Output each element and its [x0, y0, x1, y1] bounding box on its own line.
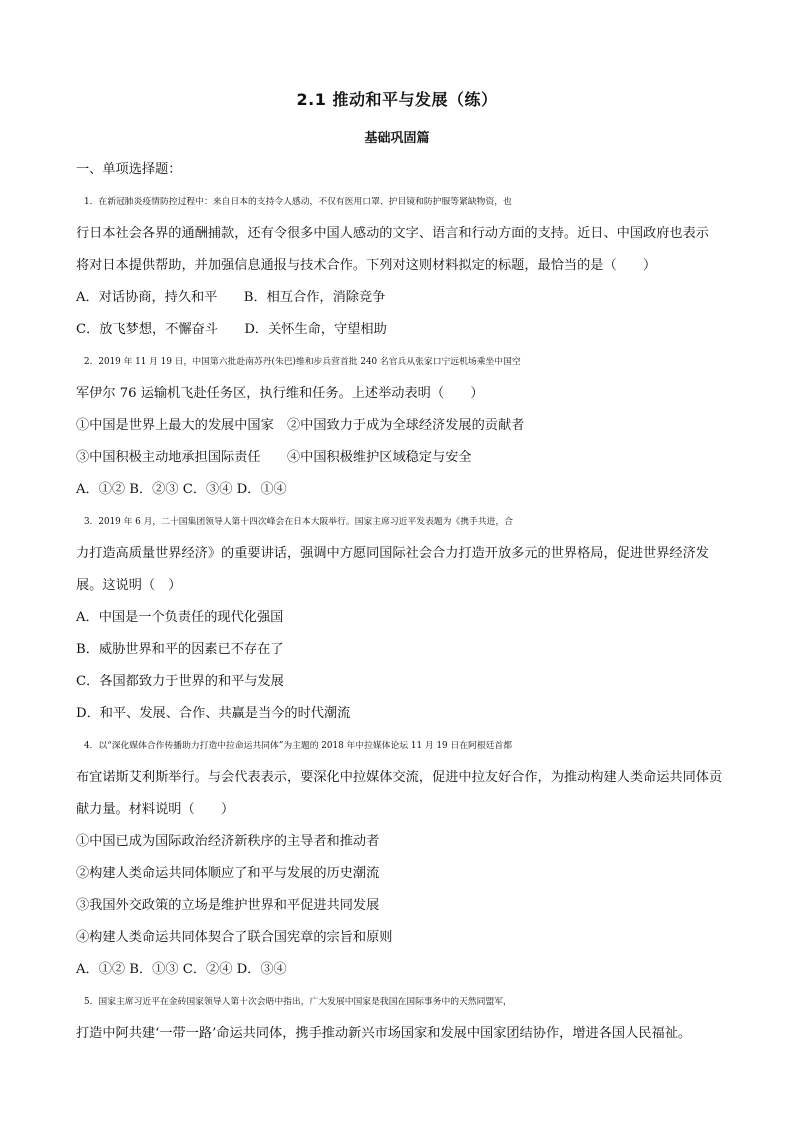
section-heading: 一、单项选择题：	[76, 162, 182, 177]
question-1-options-cd: C．放飞梦想，不懈奋斗 D．关怀生命，守望相助	[76, 322, 387, 337]
question-4-statement-1: ①中国已成为国际政治经济新秩序的主导者和推动者	[76, 834, 380, 849]
question-4-statement-2: ②构建人类命运共同体顺应了和平与发展的历史潮流	[76, 866, 380, 881]
question-4-line-1: 4．以“深化媒体合作传播助力打造中拉命运共同体”为主题的 2018 年中拉媒体论坛 11 月 19 日在阿根廷首都	[84, 741, 513, 751]
question-3-line-3: 展。这说明（ ）	[76, 578, 182, 593]
question-2-statements-12: ①中国是世界上最大的发展中国家 ②中国致力于成为全球经济发展的贡献者	[76, 418, 525, 433]
question-2-options: A．①② B．②③ C．③④ D．①④	[76, 482, 287, 497]
question-1-line-3: 将对日本提供帮助，并加强信息通报与技术合作。下列对这则材料拟定的标题，最恰当的是（ ）	[76, 258, 657, 273]
question-3-option-c: C．各国都致力于世界的和平与发展	[76, 674, 284, 689]
question-2-line-2: 军伊尔 76 运输机飞赴任务区，执行维和任务。上述举动表明（ ）	[76, 386, 484, 401]
question-4-options: A．①② B．①③ C．②④ D．③④	[76, 962, 287, 977]
page-title: 2.1 推动和平与发展（练）	[296, 90, 498, 109]
question-3-option-d: D．和平、发展、合作、共赢是当今的时代潮流	[76, 706, 351, 721]
question-1-line-1: 1．在新冠肺炎疫情防控过程中：来自日本的支持令人感动，不仅有医用口罩、护目镜和防护服等紧缺物资，也	[84, 197, 512, 207]
question-1-options-ab: A．对话协商，持久和平 B．相互合作，消除竞争	[76, 290, 386, 305]
question-5-line-2: 打造中阿共建‘一带一路’命运共同体，携手推动新兴市场国家和发展中国家团结协作，增进各国人民福祉。	[76, 1026, 692, 1041]
question-4-line-2: 布宜诺斯艾利斯举行。与会代表表示，要深化中拉媒体交流，促进中拉友好合作，为推动构建人类命运共同体贡	[76, 770, 723, 785]
question-4-statement-4: ④构建人类命运共同体契合了联合国宪章的宗旨和原则	[76, 930, 393, 945]
question-4-statement-3: ③我国外交政策的立场是维护世界和平促进共同发展	[76, 898, 380, 913]
question-1-line-2: 行日本社会各界的通酬捕款，还有令很多中国人感动的文字、语言和行动方面的支持。近日、中国政府也表示	[76, 226, 709, 241]
question-3-option-b: B．威胁世界和平的因素已不存在了	[76, 642, 284, 657]
question-3-option-a: A．中国是一个负责任的现代化强国	[76, 610, 284, 625]
question-2-statements-34: ③中国积极主动地承担国际责任 ④中国积极维护区域稳定与安全	[76, 450, 472, 465]
page-subtitle: 基础巩固篇	[364, 131, 430, 146]
question-3-line-2: 力打造高质量世界经济》的重要讲话，强调中方愿同国际社会合力打造开放多元的世界格局，促进世界经济发	[76, 546, 709, 561]
question-3-line-1: 3．2019 年 6 月，二十国集团领导人第十四次峰会在日本大阪举行。国家主席习近平发表题为《携手共进，合	[84, 517, 514, 527]
question-2-line-1: 2．2019 年 11 月 19 日，中国第六批赴南苏丹(朱巴)维和步兵营首批 240 名官兵从张家口宁远机场乘坐中国空	[84, 357, 521, 367]
question-5-line-1: 5．国家主席习近平在金砖国家领导人第十次会晤中指出，广大发展中国家是我国在国际事务中的天然同盟军，	[84, 997, 512, 1007]
question-4-line-3: 献力量。材料说明（ ）	[76, 802, 235, 817]
